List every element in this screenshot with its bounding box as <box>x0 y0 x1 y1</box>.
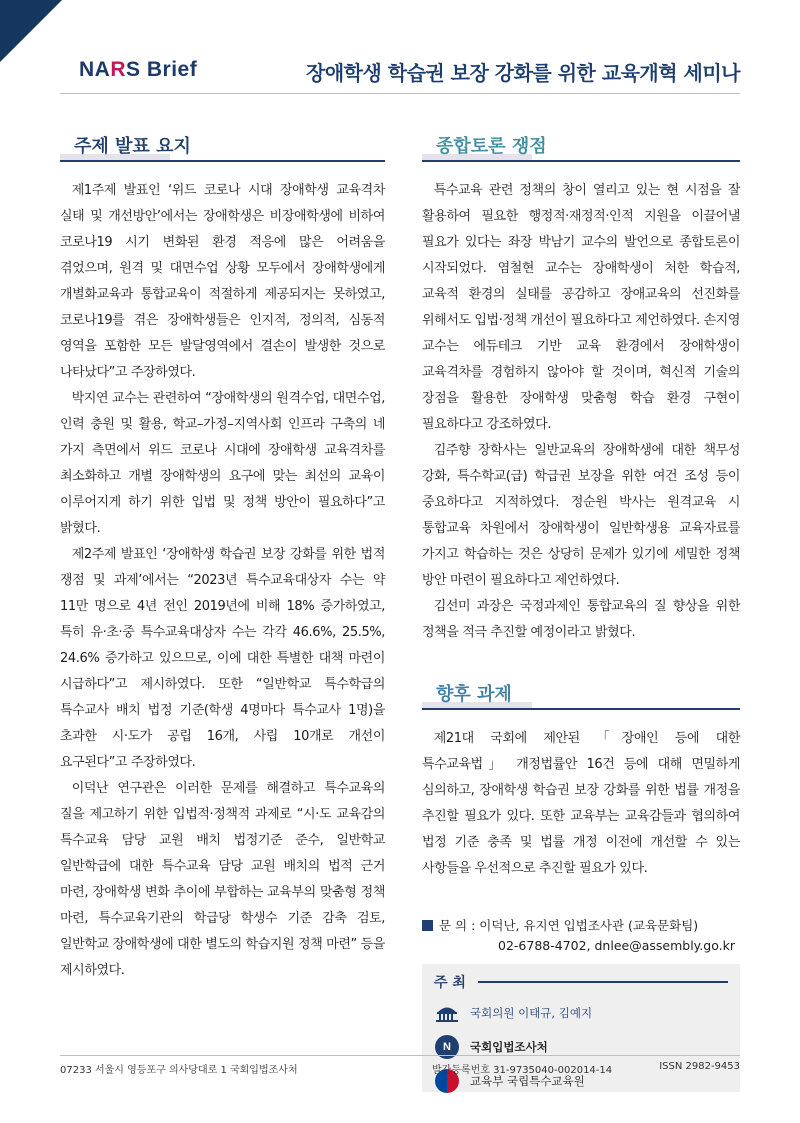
host-org-moe: 교육부 국립특수교육원 <box>434 1068 728 1094</box>
document-title: 장애학생 학습권 보장 강화를 위한 교육개혁 세미나 <box>306 61 740 85</box>
paragraph: 제1주제 발표인 ‘위드 코로나 시대 장애학생 교육격차 실태 및 개선방안’에서는 장애학생은 비장애학생에 비하여 코로나19 시기 변화된 환경 적응에 많은 어려움을 겪었으며, 원격 및 대면수업 상황 모두에서 장애학생에게 개별화교육과 통합교육이 적절하게 제공되지는 못하였고, 코로나19를 겪은 장애학생들은 인지적, 정의적, 심동적 영역을 포함한 모든 발달영역에서 결손이 발생한 것으로 나타났다”고 주장하였다. <box>60 183 385 380</box>
paragraph: 김선미 과장은 국정과제인 통합교육의 질 향상을 위한 정책을 적극 추진할 예정이라고 밝혔다. <box>422 599 740 640</box>
footer-issn: ISSN 2982-9453 <box>659 1061 740 1072</box>
host-org-nars: N 국회입법조사처 <box>434 1034 728 1060</box>
footer-registration: 발간등록번호 31-9735040-002014-14 <box>432 1065 613 1076</box>
paragraph: 박지연 교수는 관련하여 “장애학생의 원격수업, 대면수업, 인력 충원 및 활용, 학교–가정–지역사회 인프라 구축의 네 가지 측면에서 위드 코로나 시대에 장애학생 교육격차를 최소화하고 개별 장애학생의 요구에 맞는 최선의 교육이 이루어지게 하기 위한 입법 및 정책 방안이 필요하다”고 밝혔다. <box>60 391 385 536</box>
paragraph: 김주향 장학사는 일반교육의 장애학생에 대한 책무성 강화, 특수학교(급) 학급권 보장을 위한 여건 조성 등이 중요하다고 지적하였다. 정순원 박사는 원격교육 시 통합교육 차원에서 장애학생이 일반학생용 교육자료를 가지고 학습하는 것은 상당히 문제가 있기에 세밀한 정책 방안 마련이 필요하다고 제언하였다. <box>422 443 740 588</box>
host-org-assembly: 국회의원 이태규, 김예지 <box>434 1000 728 1026</box>
header-divider <box>60 93 740 94</box>
brand-logo: NARS Brief <box>79 58 198 81</box>
nars-logo-icon: N <box>435 1035 459 1059</box>
footer-divider <box>60 1055 740 1056</box>
left-column <box>60 130 385 984</box>
right-column <box>422 130 740 1092</box>
square-bullet-icon <box>422 920 433 931</box>
section-title: 향후 과제 <box>436 684 512 705</box>
section-heading-future <box>422 678 740 710</box>
contact-info: 문 의 : 이덕난, 유지연 입법조사관 (교육문화팀) 02-6788-4702, dnlee@assembly.go.kr <box>422 916 740 956</box>
assembly-building-icon <box>434 1000 460 1026</box>
host-heading: 주 최 <box>434 975 466 991</box>
footer-address: 07233 서울시 영등포구 의사당대로 1 국회입법조사처 <box>60 1065 298 1076</box>
section-heading-discussion <box>422 130 740 162</box>
paragraph: 제21대 국회에 제안된 「장애인 등에 대한 특수교육법」 개정법률안 16건 등에 대해 면밀하게 심의하고, 장애학생 학습권 보장 강화를 위한 법률 개정을 추진할 필요가 있다. 또한 교육부는 교육감들과 협의하여 법정 기준 충족 및 법률 개정 이전에 개선할 수 있는 사항들을 우선적으로 추진할 필요가 있다. <box>422 731 740 876</box>
paragraph: 이덕난 연구관은 이러한 문제를 해결하고 특수교육의 질을 제고하기 위한 입법적·정책적 과제로 “시·도 교육감의 특수교육 담당 교원 배치 법정기준 준수, 일반학교 일반학급에 대한 특수교육 담당 교원 배치의 법적 근거 마련, 장애학생 변화 추이에 부합하는 교육부의 맞춤형 정책 마련, 특수교육기관의 학급당 학생수 기준 감축 검토, 일반학교 장애학생에 대한 별도의 학습지원 정책 마련” 등을 제시하였다. <box>60 781 385 978</box>
corner-triangle <box>0 0 62 62</box>
paragraph: 특수교육 관련 정책의 창이 열리고 있는 현 시점을 잘 활용하여 필요한 행정적·재정적·인적 지원을 이끌어낼 필요가 있다는 좌장 박남기 교수의 발언으로 종합토론이 시작되었다. 염철현 교수는 장애학생이 처한 학습적, 교육적 환경의 실태를 공감하고 장애교육의 선진화를 위해서도 입법·정책 개선이 필요하다고 제언하였다. 손지영 교수는 에듀테크 기반 교육 환경에서 장애학생이 교육격차를 경험하지 않아야 할 것이며, 혁신적 기술의 장점을 활용한 장애학생 맞춤형 학습 환경 구현이 필요하다고 강조하였다. <box>422 183 740 432</box>
section-heading-topics <box>60 130 385 162</box>
paragraph: 제2주제 발표인 ‘장애학생 학습권 보장 강화를 위한 법적 쟁점 및 과제’에서는 “2023년 특수교육대상자 수는 약 11만 명으로 4년 전인 2019년에 비해 18% 증가하였고, 특히 유·초·중 특수교육대상자 수는 각각 46.6%, 25.5%, 24.6% 증가하고 있으므로, 이에 대한 특별한 대책 마련이 시급하다”고 제시하였다. 또한 “일반학교 특수학급의 특수교사 배치 법정 기준(학생 4명마다 특수교사 1명)을 초과한 시·도가 공립 16개, 사립 10개로 개선이 요구된다”고 주장하였다. <box>60 547 385 770</box>
section-title: 주제 발표 요지 <box>74 136 191 157</box>
section-title: 종합토론 쟁점 <box>436 136 547 157</box>
